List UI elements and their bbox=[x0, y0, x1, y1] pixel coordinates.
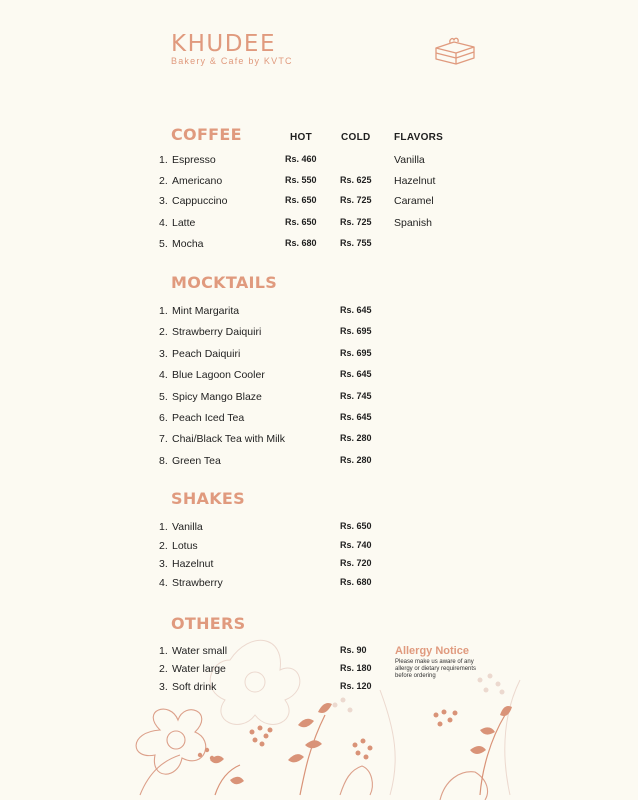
mocktail-row bbox=[0, 391, 638, 405]
item-name: Water large bbox=[172, 663, 226, 675]
item-number: 1. bbox=[159, 154, 168, 166]
item-number: 5. bbox=[159, 238, 168, 250]
item-price: Rs. 695 bbox=[340, 326, 372, 336]
flavor-item: Caramel bbox=[394, 195, 434, 207]
item-number: 4. bbox=[159, 217, 168, 229]
price-cold: Rs. 725 bbox=[340, 217, 372, 227]
brand-name: KHUDEE bbox=[171, 31, 276, 57]
item-number: 6. bbox=[159, 412, 168, 424]
item-name: Soft drink bbox=[172, 681, 217, 693]
mocktail-row bbox=[0, 305, 638, 319]
price-hot: Rs. 650 bbox=[285, 217, 317, 227]
item-name: Chai/Black Tea with Milk bbox=[172, 433, 286, 445]
item-name: Cappuccino bbox=[172, 195, 228, 207]
item-price: Rs. 680 bbox=[340, 577, 372, 587]
coffee-row bbox=[0, 238, 638, 252]
item-name: Blue Lagoon Cooler bbox=[172, 369, 265, 381]
item-number: 3. bbox=[159, 348, 168, 360]
coffee-row bbox=[0, 195, 638, 209]
item-price: Rs. 90 bbox=[340, 645, 367, 655]
mocktail-row bbox=[0, 412, 638, 426]
item-number: 4. bbox=[159, 369, 168, 381]
item-price: Rs. 280 bbox=[340, 433, 372, 443]
others-row bbox=[0, 681, 638, 695]
item-number: 1. bbox=[159, 645, 168, 657]
item-number: 1. bbox=[159, 521, 168, 533]
item-name: Green Tea bbox=[172, 455, 221, 467]
mocktail-row bbox=[0, 369, 638, 383]
item-price: Rs. 650 bbox=[340, 521, 372, 531]
item-price: Rs. 645 bbox=[340, 369, 372, 379]
item-price: Rs. 740 bbox=[340, 540, 372, 550]
item-number: 7. bbox=[159, 433, 168, 445]
allergy-notice-text: Please make us aware of any allergy or dietary requirements before ordering bbox=[395, 659, 477, 679]
item-name: Spicy Mango Blaze bbox=[172, 391, 262, 403]
others-row bbox=[0, 645, 638, 659]
item-price: Rs. 645 bbox=[340, 412, 372, 422]
coffee-row bbox=[0, 154, 638, 168]
item-name: Peach Iced Tea bbox=[172, 412, 245, 424]
price-cold: Rs. 725 bbox=[340, 195, 372, 205]
shake-row bbox=[0, 577, 638, 591]
shake-row bbox=[0, 540, 638, 554]
item-price: Rs. 720 bbox=[340, 558, 372, 568]
item-price: Rs. 645 bbox=[340, 305, 372, 315]
item-price: Rs. 280 bbox=[340, 455, 372, 465]
coffee-row bbox=[0, 217, 638, 231]
item-number: 2. bbox=[159, 175, 168, 187]
item-name: Latte bbox=[172, 217, 196, 229]
item-price: Rs. 180 bbox=[340, 663, 372, 673]
item-number: 5. bbox=[159, 391, 168, 403]
brand-tagline: Bakery & Cafe by KVTC bbox=[171, 56, 293, 66]
item-name: Peach Daiquiri bbox=[172, 348, 241, 360]
item-name: Mint Margarita bbox=[172, 305, 240, 317]
item-name: Espresso bbox=[172, 154, 216, 166]
item-number: 3. bbox=[159, 195, 168, 207]
mocktail-row bbox=[0, 326, 638, 340]
brand-block bbox=[171, 33, 293, 66]
mocktail-row bbox=[0, 455, 638, 469]
item-name: Americano bbox=[172, 175, 223, 187]
item-name: Strawberry bbox=[172, 577, 223, 589]
section-title-mocktails: MOCKTAILS bbox=[171, 273, 278, 292]
shake-row bbox=[0, 558, 638, 572]
item-number: 8. bbox=[159, 455, 168, 467]
section-title-others: OTHERS bbox=[171, 614, 246, 633]
item-number: 3. bbox=[159, 681, 168, 693]
price-hot: Rs. 650 bbox=[285, 195, 317, 205]
item-number: 4. bbox=[159, 577, 168, 589]
item-name: Water small bbox=[172, 645, 228, 657]
flavor-item: Spanish bbox=[394, 217, 432, 229]
item-name: Strawberry Daiquiri bbox=[172, 326, 262, 338]
item-name: Vanilla bbox=[172, 521, 203, 533]
item-number: 2. bbox=[159, 540, 168, 552]
item-number: 2. bbox=[159, 326, 168, 338]
item-name: Mocha bbox=[172, 238, 204, 250]
price-hot: Rs. 550 bbox=[285, 175, 317, 185]
column-head-cold: COLD bbox=[341, 132, 371, 143]
mocktail-row bbox=[0, 348, 638, 362]
price-cold: Rs. 755 bbox=[340, 238, 372, 248]
shake-row bbox=[0, 521, 638, 535]
price-cold: Rs. 625 bbox=[340, 175, 372, 185]
item-number: 3. bbox=[159, 558, 168, 570]
column-head-flavors: FLAVORS bbox=[394, 132, 444, 143]
price-hot: Rs. 680 bbox=[285, 238, 317, 248]
item-name: Hazelnut bbox=[172, 558, 214, 570]
flavor-item: Hazelnut bbox=[394, 175, 436, 187]
section-title-coffee: COFFEE bbox=[171, 125, 242, 144]
item-price: Rs. 745 bbox=[340, 391, 372, 401]
flavor-item: Vanilla bbox=[394, 154, 425, 166]
coffee-row bbox=[0, 175, 638, 189]
price-hot: Rs. 460 bbox=[285, 154, 317, 164]
column-head-hot: HOT bbox=[290, 132, 313, 143]
item-name: Lotus bbox=[172, 540, 198, 552]
item-number: 2. bbox=[159, 663, 168, 675]
others-row bbox=[0, 663, 638, 677]
item-price: Rs. 695 bbox=[340, 348, 372, 358]
mocktail-row bbox=[0, 433, 638, 447]
item-number: 1. bbox=[159, 305, 168, 317]
item-price: Rs. 120 bbox=[340, 681, 372, 691]
section-title-shakes: SHAKES bbox=[171, 489, 245, 508]
cake-icon bbox=[434, 36, 476, 66]
allergy-notice-title: Allergy Notice bbox=[395, 645, 469, 657]
